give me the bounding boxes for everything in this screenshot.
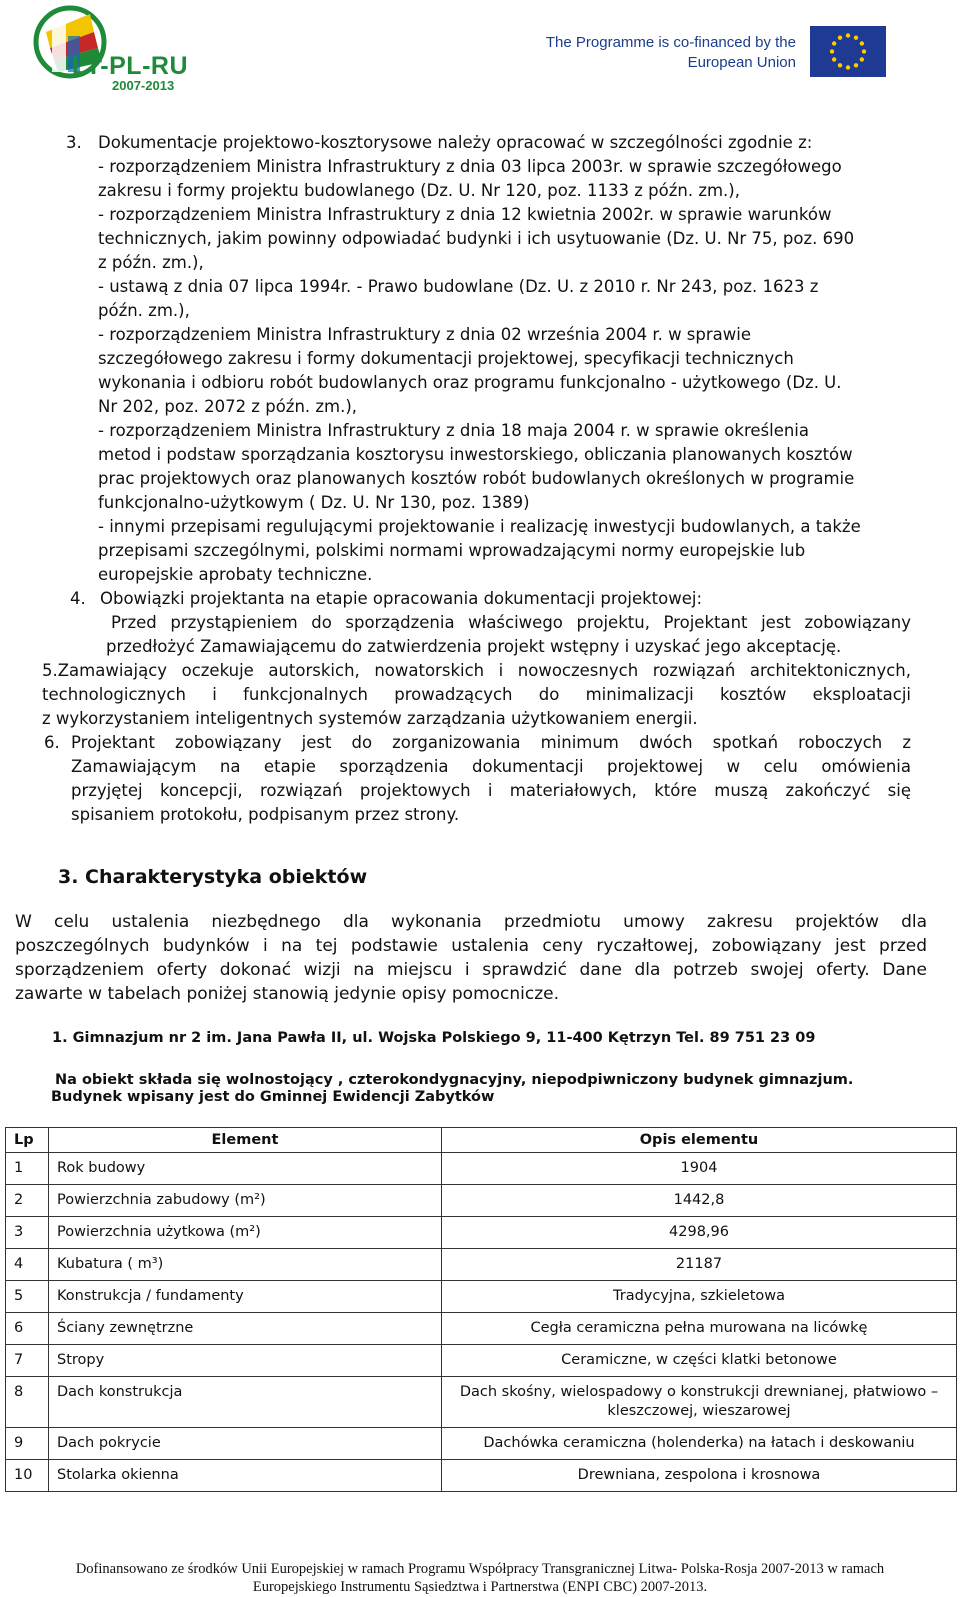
item-3-line: przepisami szczególnymi, polskimi normami wprowadzającymi normy europejskie lub: [98, 541, 806, 560]
element-name: Rok budowy: [49, 1153, 442, 1185]
element-name: Dach pokrycie: [49, 1428, 442, 1460]
eu-star-icon: [862, 49, 866, 53]
table-row: [6, 1428, 957, 1460]
item-3-line: europejskie aprobaty techniczne.: [98, 565, 373, 584]
column-header: Lp: [6, 1128, 49, 1153]
table-row: [6, 1217, 957, 1249]
eu-star-icon: [854, 63, 858, 67]
item-5: [42, 659, 911, 731]
eu-star-icon: [860, 41, 864, 45]
item-6: [71, 731, 911, 827]
eu-star-icon: [846, 65, 850, 69]
element-name: Powierzchnia zabudowy (m²): [49, 1185, 442, 1217]
eu-star-icon: [846, 33, 850, 37]
element-name: Konstrukcja / fundamenty: [49, 1281, 442, 1313]
item-5-line: 5.Zamawiający oczekuje autorskich, nowatorskich i nowoczesnych rozwiązań architektonicznych,: [42, 661, 911, 680]
row-number: 1: [6, 1153, 49, 1185]
element-name: Stropy: [49, 1345, 442, 1377]
table-row: [6, 1313, 957, 1345]
intro-line: sporządzeniem oferty dokonać wizji na miejscu i sprawdzić dane dla potrzeb swojej oferty. Dane: [15, 960, 927, 980]
item-4-line: Przed przystąpieniem do sporządzenia właściwego projektu, Projektant jest zobowiązany: [111, 613, 911, 632]
object-description: Na obiekt składa się wolnostojący , czterokondygnacyjny, niepodpiwniczony budynek gimnazjum.: [55, 1072, 854, 1088]
item-number: 4.: [70, 589, 86, 608]
item-3-line: szczegółowego zakresu i formy dokumentacji projektowej, specyfikacji technicznych: [98, 349, 794, 368]
table-row: [6, 1281, 957, 1313]
item-3-line: wykonania i odbioru robót budowlanych oraz programu funkcjonalno - użytkowego (Dz. U.: [98, 373, 842, 392]
object-description: Budynek wpisany jest do Gminnej Ewidencji Zabytków: [51, 1089, 495, 1105]
row-number: 2: [6, 1185, 49, 1217]
footer-line: Europejskiego Instrumentu Sąsiedztwa i Partnerstwa (ENPI CBC) 2007-2013.: [252, 1579, 708, 1595]
item-6-line: Projektant zobowiązany jest do zorganizowania minimum dwóch spotkań roboczych z: [71, 733, 911, 752]
logo-text: LT-PL-RU: [72, 52, 189, 80]
item-3-line: metod i podstaw sporządzania kosztorysu inwestorskiego, obliczania planowanych kosztów: [98, 445, 853, 464]
cofinanced-note: [521, 33, 796, 73]
item-3-line: funkcjonalno-użytkowym ( Dz. U. Nr 130, poz. 1389): [98, 493, 530, 512]
item-3-line: - innymi przepisami regulującymi projektowanie i realizację inwestycji budowlanych, a także: [98, 517, 861, 536]
row-number: 5: [6, 1281, 49, 1313]
element-name: Dach konstrukcja: [49, 1377, 442, 1428]
element-description: Dach skośny, wielospadowy o konstrukcji drewnianej, płatwiowo – kleszczowej, wieszarowej: [442, 1377, 957, 1428]
table-row: [6, 1153, 957, 1185]
item-3-line: technicznych, jakim powinny odpowiadać budynki i ich usytuowanie (Dz. U. Nr 75, poz. 690: [98, 229, 855, 248]
eu-star-icon: [854, 35, 858, 39]
logo-years: 2007-2013: [112, 78, 175, 93]
item-3-body: [98, 131, 928, 587]
element-description: Tradycyjna, szkieletowa: [442, 1281, 957, 1313]
element-description: Dachówka ceramiczna (holenderka) na łatach i deskowaniu: [442, 1428, 957, 1460]
eu-star-icon: [832, 41, 836, 45]
element-description: 1442,8: [442, 1185, 957, 1217]
element-name: Ściany zewnętrzne: [49, 1313, 442, 1345]
table-row: [6, 1185, 957, 1217]
element-description: Cegła ceramiczna pełna murowana na licówkę: [442, 1313, 957, 1345]
item-3-line: Nr 202, poz. 2072 z późn. zm.),: [98, 397, 358, 416]
item-3-line: późn. zm.),: [98, 301, 190, 320]
table-row: [6, 1460, 957, 1492]
row-number: 10: [6, 1460, 49, 1492]
element-description: Drewniana, zespolona i krosnowa: [442, 1460, 957, 1492]
section-title: 3. Charakterystyka obiektów: [58, 866, 368, 888]
item-4-title: Obowiązki projektanta na etapie opracowania dokumentacji projektowej:: [100, 589, 703, 608]
element-name: Powierzchnia użytkowa (m²): [49, 1217, 442, 1249]
eu-star-icon: [830, 49, 834, 53]
item-4: [70, 587, 930, 611]
element-description: Ceramiczne, w części klatki betonowe: [442, 1345, 957, 1377]
eu-star-icon: [838, 35, 842, 39]
intro-line: zawarte w tabelach poniżej stanowią jedynie opisy pomocnicze.: [15, 984, 560, 1004]
cofinanced-line: The Programme is co-financed by the: [545, 34, 796, 51]
item-3-line: prac projektowych oraz planowanych kosztów robót budowlanych określonych w programie: [98, 469, 855, 488]
item-5-line: technologicznych i funkcjonalnych prowadzących do minimalizacji kosztów eksploatacji: [42, 685, 911, 704]
column-header: Opis elementu: [442, 1128, 957, 1153]
item-3-line: - rozporządzeniem Ministra Infrastruktury z dnia 02 września 2004 r. w sprawie: [98, 325, 752, 344]
item-number: 3.: [66, 133, 82, 152]
eu-star-icon: [838, 63, 842, 67]
eu-flag-icon: [810, 26, 886, 77]
element-description: 21187: [442, 1249, 957, 1281]
table-row: [6, 1249, 957, 1281]
page-footer: [0, 1560, 960, 1596]
intro-line: poszczególnych budynków i na tej podstawie ustalenia ceny ryczałtowej, zobowiązany jest przed: [15, 936, 927, 956]
cofinanced-line: European Union: [687, 54, 796, 71]
row-number: 9: [6, 1428, 49, 1460]
item-3-line: - rozporządzeniem Ministra Infrastruktury z dnia 12 kwietnia 2002r. w sprawie warunków: [98, 205, 832, 224]
row-number: 8: [6, 1377, 49, 1428]
item-6-line: przyjętej koncepcji, rozwiązań projektowych i materiałowych, które muszą zakończyć się: [71, 781, 911, 800]
row-number: 7: [6, 1345, 49, 1377]
footer-line: Dofinansowano ze środków Unii Europejskiej w ramach Programu Współpracy Transgranicznej Litwa- Polska-Rosja 2007-2013 w ramach: [75, 1561, 885, 1577]
eu-star-icon: [832, 57, 836, 61]
section-intro: [15, 910, 927, 1006]
eu-star-icon: [860, 57, 864, 61]
item-3-line: - rozporządzeniem Ministra Infrastruktury z dnia 03 lipca 2003r. w sprawie szczegółowego: [98, 157, 842, 176]
item-6-line: spisaniem protokołu, podpisanym przez strony.: [71, 805, 460, 824]
item-3-line: z późn. zm.),: [98, 253, 204, 272]
item-3-line: - rozporządzeniem Ministra Infrastruktury z dnia 18 maja 2004 r. w sprawie określenia: [98, 421, 809, 440]
item-6-line: Zamawiającym na etapie sporządzenia dokumentacji projektowej w celu omówienia: [71, 757, 911, 776]
row-number: 3: [6, 1217, 49, 1249]
item-5-line: z wykorzystaniem inteligentnych systemów zarządzania użytkowaniem energii.: [42, 709, 698, 728]
element-name: Kubatura ( m³): [49, 1249, 442, 1281]
column-header: Element: [49, 1128, 442, 1153]
building-spec-table: [5, 1127, 957, 1492]
element-name: Stolarka okienna: [49, 1460, 442, 1492]
table-header-row: [6, 1128, 957, 1153]
table-row: [6, 1345, 957, 1377]
item-4-line: przedłożyć Zamawiającemu do zatwierdzenia projekt wstępny i uzyskać jego akceptację.: [106, 637, 842, 656]
element-description: 4298,96: [442, 1217, 957, 1249]
element-description: 1904: [442, 1153, 957, 1185]
item-3-line: - ustawą z dnia 07 lipca 1994r. - Prawo budowlane (Dz. U. z 2010 r. Nr 243, poz. 1623 z: [98, 277, 819, 296]
item-3-line: zakresu i formy projektu budowlanego (Dz. U. Nr 120, poz. 1133 z późn. zm.),: [98, 181, 740, 200]
object-heading: 1. Gimnazjum nr 2 im. Jana Pawła II, ul. Wojska Polskiego 9, 11-400 Kętrzyn Tel. 89 751 23 09: [52, 1030, 816, 1046]
table-row: [6, 1377, 957, 1428]
intro-line: W celu ustalenia niezbędnego dla wykonania przedmiotu umowy zakresu projektów dla: [15, 912, 927, 932]
row-number: 6: [6, 1313, 49, 1345]
row-number: 4: [6, 1249, 49, 1281]
item-number: 6.: [44, 733, 60, 752]
item-3-line: Dokumentacje projektowo-kosztorysowe należy opracować w szczególności zgodnie z:: [98, 133, 813, 152]
